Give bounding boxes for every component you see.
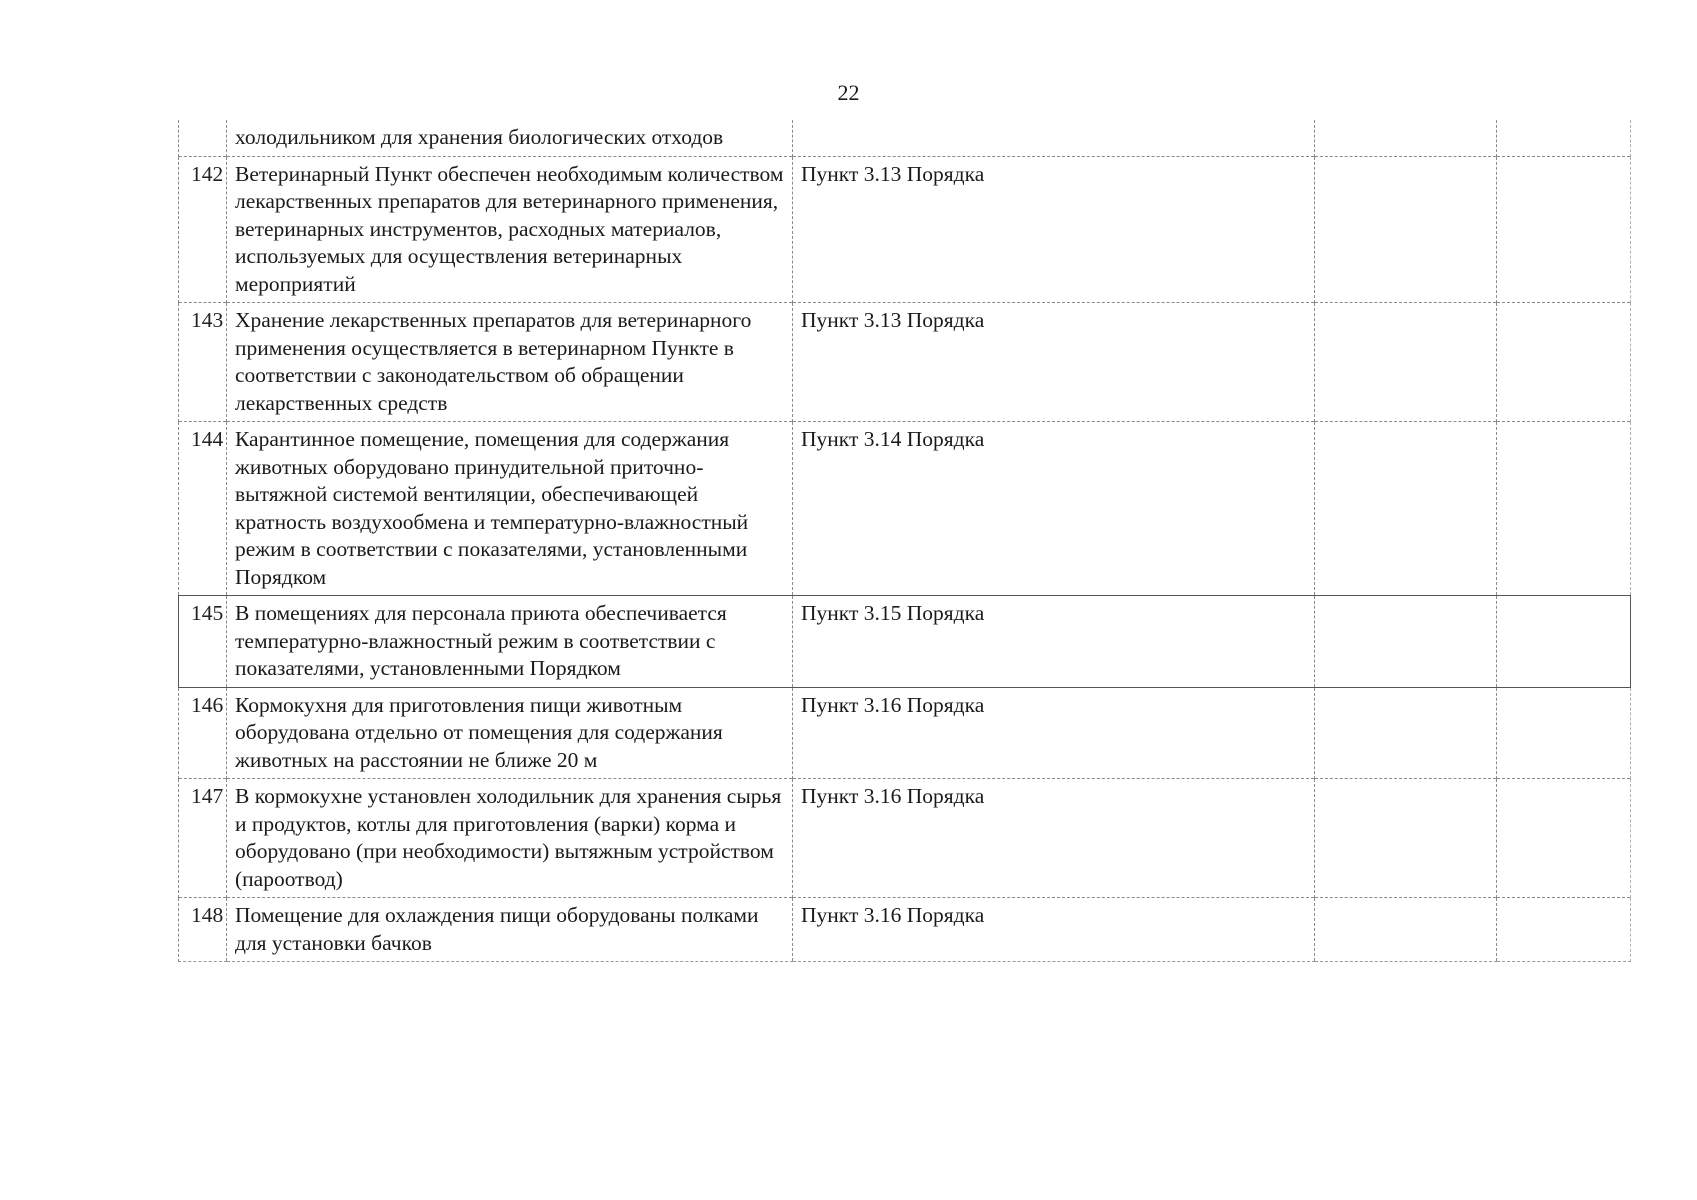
checklist-table [178,120,1631,962]
requirement-text: Ветеринарный Пункт обеспечен необходимым количеством лекарственных препаратов для ветеринарного применения, ветеринарных инструментов, расходных материалов, используемых для осуществления ветеринарных мероприятий [227,156,793,303]
note-cell[interactable] [1497,898,1631,962]
answer-cell[interactable] [1315,303,1497,422]
answer-cell[interactable] [1315,779,1497,898]
requirement-text: Помещение для охлаждения пищи оборудованы полками для установки бачков [227,898,793,962]
table-row [179,422,1631,596]
table-row [179,120,1631,156]
note-cell[interactable] [1497,156,1631,303]
row-number: 146 [179,687,227,779]
note-cell[interactable] [1497,779,1631,898]
note-cell[interactable] [1497,687,1631,779]
row-number [179,120,227,156]
table-row [179,898,1631,962]
requirement-text: холодильником для хранения биологических отходов [227,120,793,156]
row-number: 143 [179,303,227,422]
reference-text: Пункт 3.16 Порядка [793,898,1315,962]
reference-text: Пункт 3.16 Порядка [793,687,1315,779]
note-cell[interactable] [1497,303,1631,422]
table-row [179,779,1631,898]
reference-text: Пункт 3.13 Порядка [793,303,1315,422]
row-number: 144 [179,422,227,596]
reference-text: Пункт 3.14 Порядка [793,422,1315,596]
page-number: 22 [837,80,860,105]
requirement-text: Хранение лекарственных препаратов для ветеринарного применения осуществляется в ветеринарном Пункте в соответствии с законодательством об обращении лекарственных средств [227,303,793,422]
row-number: 145 [179,596,227,688]
answer-cell[interactable] [1315,120,1497,156]
row-number: 142 [179,156,227,303]
table-row [179,687,1631,779]
table-row [179,156,1631,303]
note-cell[interactable] [1497,120,1631,156]
requirement-text: В кормокухне установлен холодильник для хранения сырья и продуктов, котлы для приготовления (варки) корма и оборудовано (при необходимости) вытяжным устройством (пароотвод) [227,779,793,898]
reference-text: Пункт 3.15 Порядка [793,596,1315,688]
answer-cell[interactable] [1315,156,1497,303]
reference-text: Пункт 3.13 Порядка [793,156,1315,303]
reference-text [793,120,1315,156]
requirement-text: Кормокухня для приготовления пищи животным оборудована отдельно от помещения для содержания животных на расстоянии не ближе 20 м [227,687,793,779]
note-cell[interactable] [1497,422,1631,596]
answer-cell[interactable] [1315,687,1497,779]
answer-cell[interactable] [1315,898,1497,962]
reference-text: Пункт 3.16 Порядка [793,779,1315,898]
table-row [179,596,1631,688]
row-number: 147 [179,779,227,898]
row-number: 148 [179,898,227,962]
requirement-text: В помещениях для персонала приюта обеспечивается температурно-влажностный режим в соответствии с показателями, установленными Порядком [227,596,793,688]
note-cell[interactable] [1497,596,1631,688]
answer-cell[interactable] [1315,596,1497,688]
answer-cell[interactable] [1315,422,1497,596]
table-row [179,303,1631,422]
requirement-text: Карантинное помещение, помещения для содержания животных оборудовано принудительной приточно-вытяжной системой вентиляции, обеспечивающей кратность воздухообмена и температурно-влажностный режим в соответствии с показателями, установленными Порядком [227,422,793,596]
